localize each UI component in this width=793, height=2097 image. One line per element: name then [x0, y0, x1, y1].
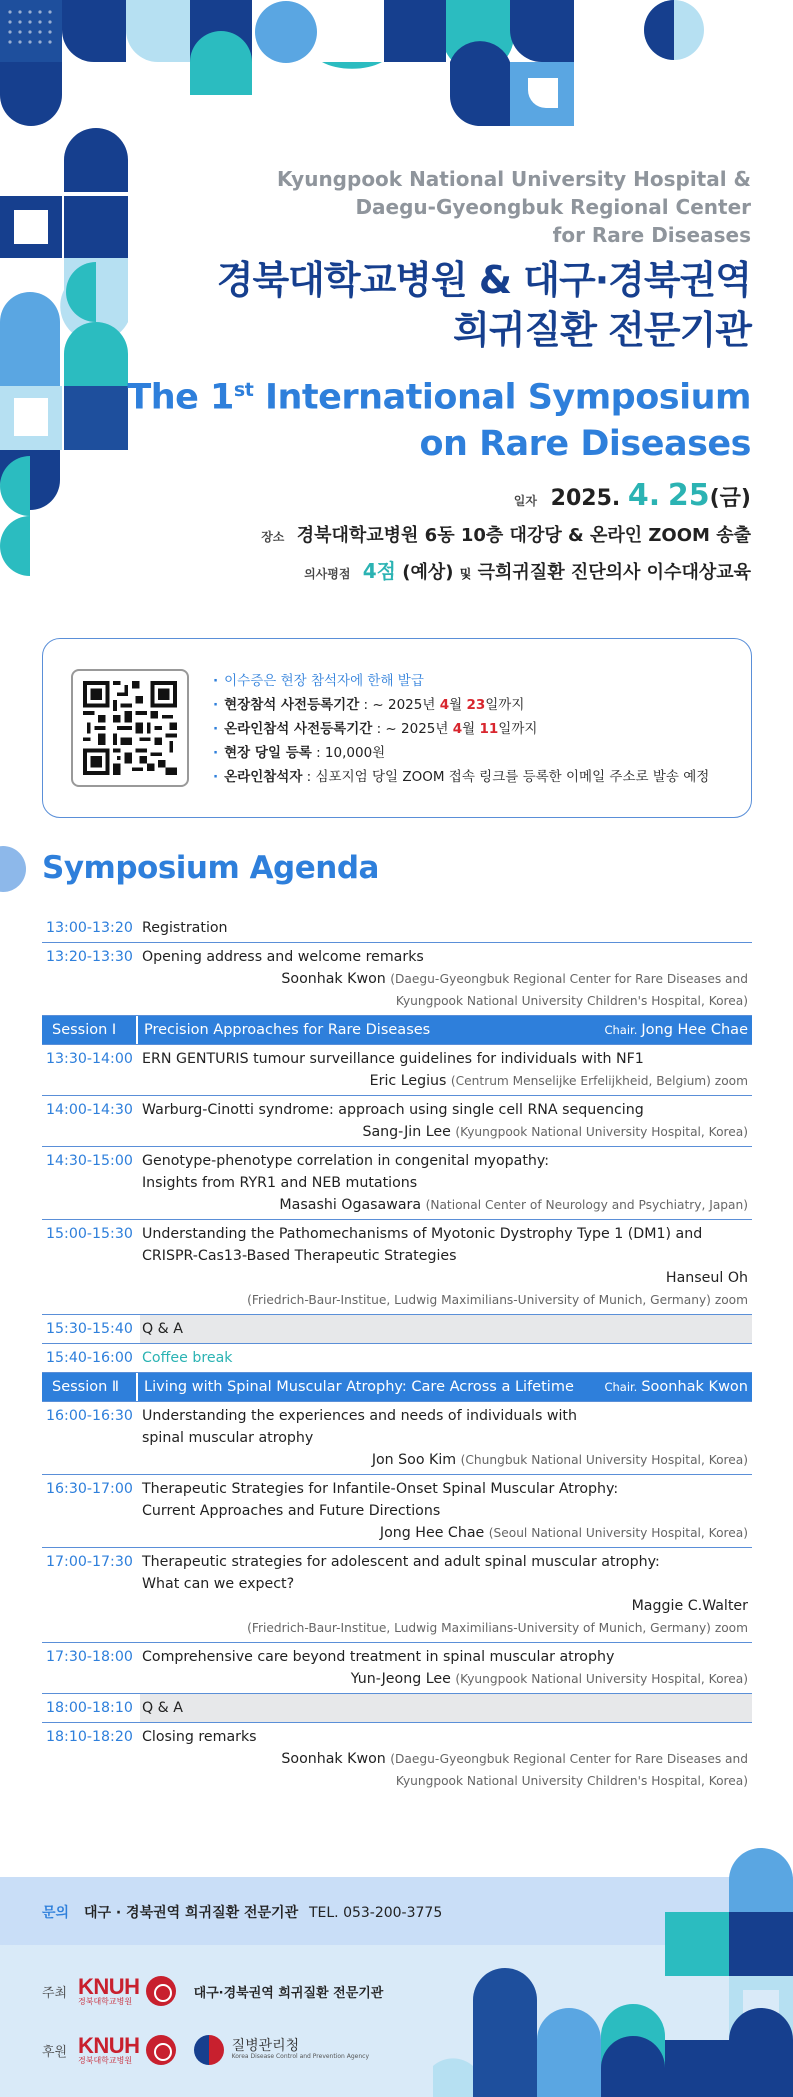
agenda-item-title: Q & A — [142, 1700, 183, 1716]
agenda-item-title: Opening address and welcome remarks — [142, 949, 424, 965]
session-header — [42, 1016, 752, 1045]
agenda-item-title: Comprehensive care beyond treatment in spinal muscular atrophy — [142, 1649, 615, 1665]
speaker-affiliation: (Centrum Menselijke Erfelijkheid, Belgium) zoom — [450, 1074, 748, 1088]
agenda-row — [42, 1694, 752, 1723]
notice-text: : ~ 2025년 — [359, 697, 440, 713]
agenda-row — [42, 1475, 752, 1548]
agenda-item-title: CRISPR-Cas13-Based Therapeutic Strategies — [142, 1248, 457, 1264]
event-place — [261, 521, 751, 547]
speaker-affiliation: (National Center of Neurology and Psychiatry, Japan) — [425, 1198, 748, 1212]
session-title: Living with Spinal Muscular Atrophy: Care Across a Lifetime — [144, 1379, 574, 1395]
agenda-item-title: Understanding the experiences and needs of individuals with — [142, 1408, 577, 1424]
agenda-row — [42, 1723, 752, 1795]
agenda-time: 17:00-17:30 — [46, 1554, 133, 1570]
notice-text: 일까지 — [498, 721, 538, 737]
knuh-logo — [78, 2035, 176, 2065]
notice-text: 월 — [462, 721, 480, 737]
notice-item — [213, 669, 709, 693]
speaker-name: Soonhak Kwon — [281, 971, 386, 987]
kdca-logo — [194, 2035, 369, 2065]
host-org: 대구·경북권역 희귀질환 전문기관 — [193, 1985, 384, 2001]
registration-notice-box — [42, 638, 752, 818]
agenda-row — [42, 1548, 752, 1643]
session-number: Session Ⅱ — [42, 1373, 138, 1401]
kdca-name-en: Korea Disease Control and Prevention Agency — [231, 2053, 370, 2061]
credit-rest: 극희귀질환 진단의사 이수대상교육 — [477, 562, 751, 583]
agenda-row — [42, 1220, 752, 1315]
agenda-time: 18:00-18:10 — [42, 1694, 140, 1722]
notice-month: 4 — [439, 697, 450, 713]
footer — [0, 1945, 793, 2097]
sponsor-row — [42, 2035, 369, 2065]
speaker-affiliation: (Chungbuk National University Hospital, Korea) — [460, 1453, 748, 1467]
date-weekday: (금) — [709, 486, 751, 511]
knuh-emblem-icon — [146, 1976, 176, 2006]
notice-month: 4 — [452, 721, 463, 737]
speaker-affiliation: (Kyungpook National University Hospital, Korea) — [455, 1125, 748, 1139]
agenda-row — [42, 914, 752, 943]
session-header — [42, 1373, 752, 1402]
agenda-item-title: What can we expect? — [142, 1576, 295, 1592]
credit-label: 의사평점 — [304, 567, 351, 581]
place-label: 장소 — [261, 530, 285, 544]
agenda-time: 13:30-14:00 — [46, 1051, 133, 1067]
notice-label: 온라인참석자 — [224, 769, 303, 785]
speaker-name: Hanseul Oh — [665, 1270, 748, 1286]
notice-text: 일까지 — [485, 697, 525, 713]
credit-and: 및 — [459, 567, 472, 581]
speaker-affiliation: (Friedrich-Baur-Institue, Ludwig Maximilians-University of Munich, Germany) zoom — [247, 1621, 748, 1635]
speaker-name: Eric Legius — [369, 1073, 447, 1089]
notice-text: 이수증은 현장 참석자에 한해 발급 — [224, 673, 424, 689]
speaker-affiliation: (Kyungpook National University Hospital, Korea) — [455, 1672, 748, 1686]
agenda-item-title: Therapeutic Strategies for Infantile-Onset Spinal Muscular Atrophy: — [142, 1481, 619, 1497]
speaker-affiliation: (Seoul National University Hospital, Korea) — [488, 1526, 748, 1540]
agenda-time: 15:00-15:30 — [46, 1226, 133, 1242]
agenda-dot-decoration — [0, 846, 26, 892]
speaker-name: Jon Soo Kim — [371, 1452, 457, 1468]
subtitle-en — [277, 165, 751, 249]
title-kr — [217, 255, 751, 355]
title-kr-line: 경북대학교병원 & 대구·경북권역 — [216, 258, 751, 302]
date-year: 2025. — [550, 486, 621, 511]
agenda-time: 13:00-13:20 — [46, 920, 133, 936]
speaker-name: Yun-Jeong Lee — [350, 1671, 451, 1687]
contact-tel: TEL. 053-200-3775 — [308, 1905, 443, 1921]
speaker-affiliation: Kyungpook National University Children's Hospital, Korea) — [395, 1774, 748, 1788]
notice-label: 현장 당일 등록 — [224, 745, 312, 761]
speaker-name: Soonhak Kwon — [281, 1751, 386, 1767]
agenda-item-title: Genotype-phenotype correlation in congenital myopathy: — [142, 1153, 550, 1169]
agenda-title: Symposium Agenda — [42, 850, 379, 886]
session-number: Session Ⅰ — [42, 1016, 138, 1044]
sponsor-label: 후원 — [42, 2044, 68, 2060]
agenda-row — [42, 1147, 752, 1220]
contact-org: 대구 · 경북권역 희귀질환 전문기관 — [83, 1905, 299, 1921]
agenda-item-title: Understanding the Pathomechanisms of Myotonic Dystrophy Type 1 (DM1) and — [142, 1226, 703, 1242]
notice-text: : 심포지엄 당일 ZOOM 접속 링크를 등록한 이메일 주소로 발송 예정 — [302, 769, 710, 785]
agenda-time: 18:10-18:20 — [46, 1729, 133, 1745]
date-day: 25 — [667, 478, 710, 513]
notice-label: 현장참석 사전등록기간 — [224, 697, 360, 713]
agenda-row — [42, 1402, 752, 1475]
agenda-item-title: Closing remarks — [142, 1729, 257, 1745]
speaker-name: Sang-Jin Lee — [362, 1124, 451, 1140]
agenda-item-title: Registration — [142, 920, 228, 936]
agenda-row — [42, 1643, 752, 1694]
agenda-item-title: Current Approaches and Future Directions — [142, 1503, 441, 1519]
speaker-name: Masashi Ogasawara — [279, 1197, 422, 1213]
notice-day: 23 — [466, 697, 486, 713]
chair-label: Chair. — [604, 1380, 638, 1394]
agenda-time: 17:30-18:00 — [46, 1649, 133, 1665]
notice-day: 11 — [479, 721, 499, 737]
agenda-item-title: ERN GENTURIS tumour surveillance guidelines for individuals with NF1 — [142, 1051, 644, 1067]
agenda-time: 16:00-16:30 — [46, 1408, 133, 1424]
title-en-rest: International Symposium — [253, 377, 751, 418]
agenda-time: 13:20-13:30 — [46, 949, 133, 965]
title-en-line2: on Rare Diseases — [419, 423, 751, 464]
speaker-affiliation: (Friedrich-Baur-Institue, Ludwig Maximilians-University of Munich, Germany) zoom — [247, 1293, 748, 1307]
date-month: 4. — [627, 478, 661, 513]
speaker-affiliation: Kyungpook National University Children's Hospital, Korea) — [395, 994, 748, 1008]
speaker-affiliation: (Daegu-Gyeongbuk Regional Center for Rare Diseases and — [390, 972, 748, 986]
title-en-prefix: The 1 — [127, 377, 234, 418]
contact-info — [42, 1902, 442, 1922]
knuh-logo-text: KNUH — [78, 1974, 140, 1999]
credit-note: (예상) — [402, 562, 454, 583]
date-label: 일자 — [513, 494, 537, 508]
knuh-logo-kr: 경북대학교병원 — [78, 2056, 133, 2065]
title-en — [127, 367, 751, 467]
subtitle-line: Kyungpook National University Hospital & — [276, 167, 751, 191]
host-row — [42, 1976, 383, 2006]
chair-name: Jong Hee Chae — [641, 1022, 748, 1038]
agenda-item-title: Therapeutic strategies for adolescent and adult spinal muscular atrophy: — [142, 1554, 660, 1570]
agenda-item-title: Coffee break — [142, 1350, 233, 1366]
agenda-time: 14:30-15:00 — [46, 1153, 133, 1169]
contact-label: 문의 — [42, 1905, 70, 1921]
agenda-item-title: spinal muscular atrophy — [142, 1430, 314, 1446]
notice-text: 월 — [449, 697, 467, 713]
speaker-name: Maggie C.Walter — [631, 1598, 748, 1614]
agenda-item-title: Warburg-Cinotti syndrome: approach using single cell RNA sequencing — [142, 1102, 644, 1118]
chair-name: Soonhak Kwon — [641, 1379, 748, 1395]
qr-code[interactable] — [71, 669, 189, 787]
event-date — [514, 478, 751, 513]
notice-item — [213, 741, 709, 765]
notice-list — [213, 669, 709, 789]
notice-item — [213, 765, 709, 789]
credit-points: 4점 — [362, 559, 396, 583]
notice-item — [213, 717, 709, 741]
place-value: 경북대학교병원 6동 10층 대강당 & 온라인 ZOOM 송출 — [296, 525, 751, 546]
speaker-affiliation: (Daegu-Gyeongbuk Regional Center for Rare Diseases and — [390, 1752, 748, 1766]
chair-label: Chair. — [604, 1023, 638, 1037]
knuh-logo — [78, 1976, 176, 2006]
agenda-row — [42, 1344, 752, 1373]
session-title: Precision Approaches for Rare Diseases — [144, 1022, 431, 1038]
agenda-item-title: Q & A — [142, 1321, 183, 1337]
notice-text: : 10,000원 — [311, 745, 386, 761]
agenda-row — [42, 1045, 752, 1096]
notice-label: 온라인참석 사전등록기간 — [224, 721, 373, 737]
agenda-time: 15:30-15:40 — [42, 1315, 140, 1343]
qr-code-icon — [83, 681, 177, 775]
speaker-name: Jong Hee Chae — [379, 1525, 485, 1541]
agenda-row — [42, 1096, 752, 1147]
agenda-row — [42, 1315, 752, 1344]
agenda-row — [42, 943, 752, 1016]
notice-text: : ~ 2025년 — [372, 721, 453, 737]
event-credit — [304, 555, 751, 584]
knuh-logo-kr: 경북대학교병원 — [78, 1997, 133, 2006]
agenda-time: 15:40-16:00 — [46, 1350, 133, 1366]
knuh-logo-text: KNUH — [78, 2033, 140, 2058]
agenda-item-title: Insights from RYR1 and NEB mutations — [142, 1175, 418, 1191]
title-en-sup: st — [233, 379, 254, 401]
notice-item — [213, 693, 709, 717]
agenda-table — [42, 914, 752, 1795]
host-label: 주최 — [42, 1985, 68, 2001]
subtitle-line: Daegu-Gyeongbuk Regional Center — [355, 195, 751, 219]
agenda-time: 16:30-17:00 — [46, 1481, 133, 1497]
kdca-emblem-icon — [194, 2035, 224, 2065]
subtitle-line: for Rare Diseases — [552, 223, 751, 247]
title-kr-line: 희귀질환 전문기관 — [453, 308, 751, 352]
agenda-time: 14:00-14:30 — [46, 1102, 133, 1118]
knuh-emblem-icon — [146, 2035, 176, 2065]
kdca-name: 질병관리청 — [231, 2038, 300, 2054]
